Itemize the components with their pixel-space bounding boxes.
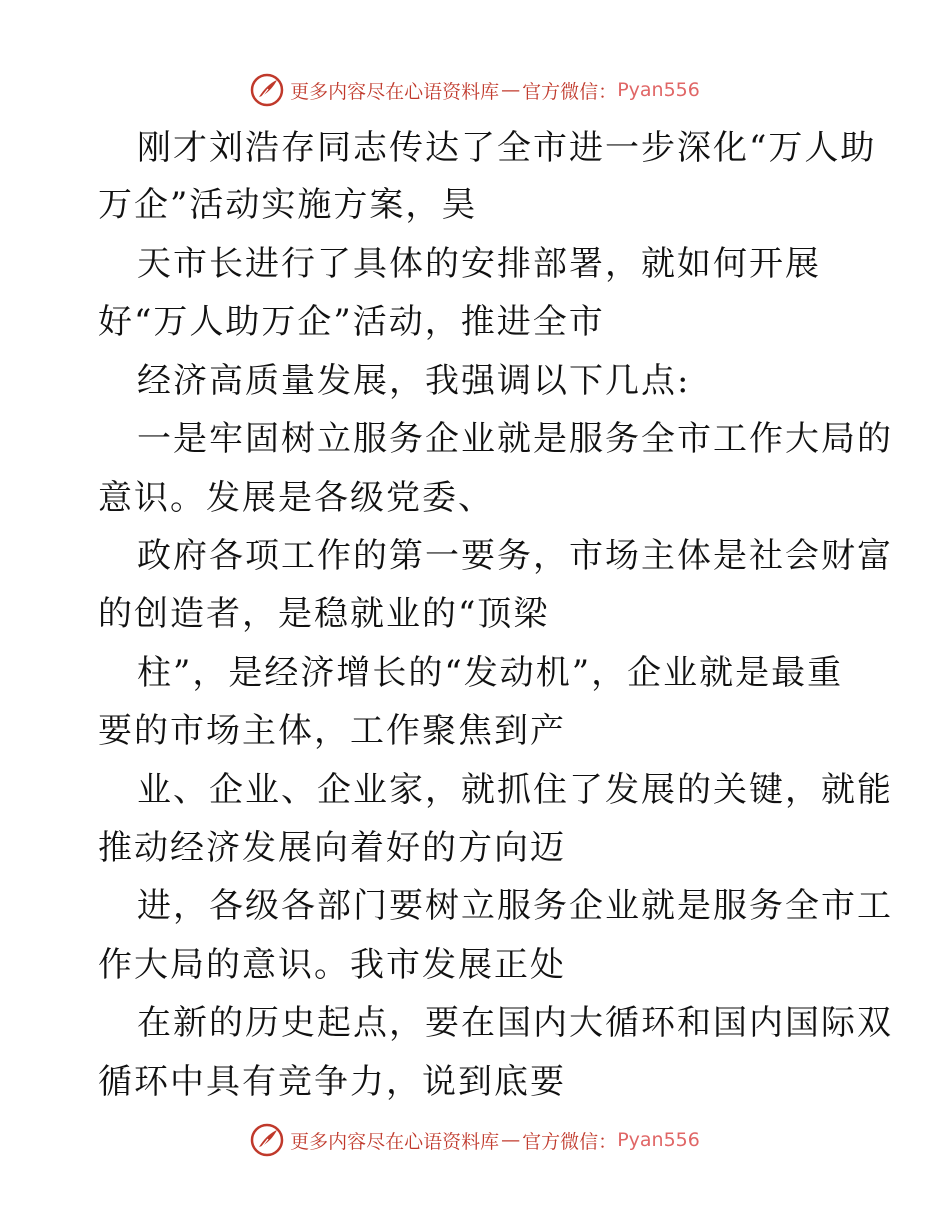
feather-quill-logo-icon	[250, 73, 284, 107]
promo-text: 更多内容尽在心语资料库	[290, 1130, 500, 1153]
wechat-label: 官方微信：	[522, 1130, 618, 1153]
body-line: 经济高质量发展，我强调以下几点:	[137, 361, 691, 401]
body-line: 在新的历史起点，要在国内大循环和国内国际双	[137, 1003, 893, 1043]
wechat-label: 官方微信：	[522, 80, 618, 103]
banner-dash: —	[501, 1129, 521, 1151]
body-line: 好“万人助万企”活动，推进全市	[98, 302, 605, 342]
body-line: 政府各项工作的第一要务，市场主体是社会财富	[137, 536, 893, 576]
body-line: 业、企业、企业家，就抓住了发展的关键，就能	[137, 770, 893, 810]
promo-text: 更多内容尽在心语资料库	[290, 80, 500, 103]
body-line: 柱”，是经济增长的“发动机”，企业就是最重	[137, 653, 844, 693]
body-line: 要的市场主体，工作聚焦到产	[98, 711, 566, 751]
feather-quill-logo-icon	[250, 1123, 284, 1157]
body-line: 循环中具有竞争力，说到底要	[98, 1062, 566, 1102]
body-line: 推动经济发展向着好的方向迈	[98, 828, 566, 868]
banner-dash: —	[501, 79, 521, 101]
body-line: 一是牢固树立服务企业就是服务全市工作大局的	[137, 419, 893, 459]
header-banner	[0, 70, 950, 110]
wechat-id: Pyan556	[617, 1129, 700, 1151]
body-line: 意识。发展是各级党委、	[98, 478, 494, 518]
body-line: 作大局的意识。我市发展正处	[98, 945, 566, 985]
body-line: 天市长进行了具体的安排部署，就如何开展	[137, 244, 821, 284]
body-line: 刚才刘浩存同志传达了全市进一步深化“万人助	[137, 128, 877, 168]
body-line: 万企”活动实施方案，昊	[98, 185, 478, 225]
footer-banner	[0, 1120, 950, 1160]
wechat-id: Pyan556	[617, 79, 700, 101]
body-line: 的创造者，是稳就业的“顶梁	[98, 594, 550, 634]
body-line: 进，各级各部门要树立服务企业就是服务全市工	[137, 886, 893, 926]
